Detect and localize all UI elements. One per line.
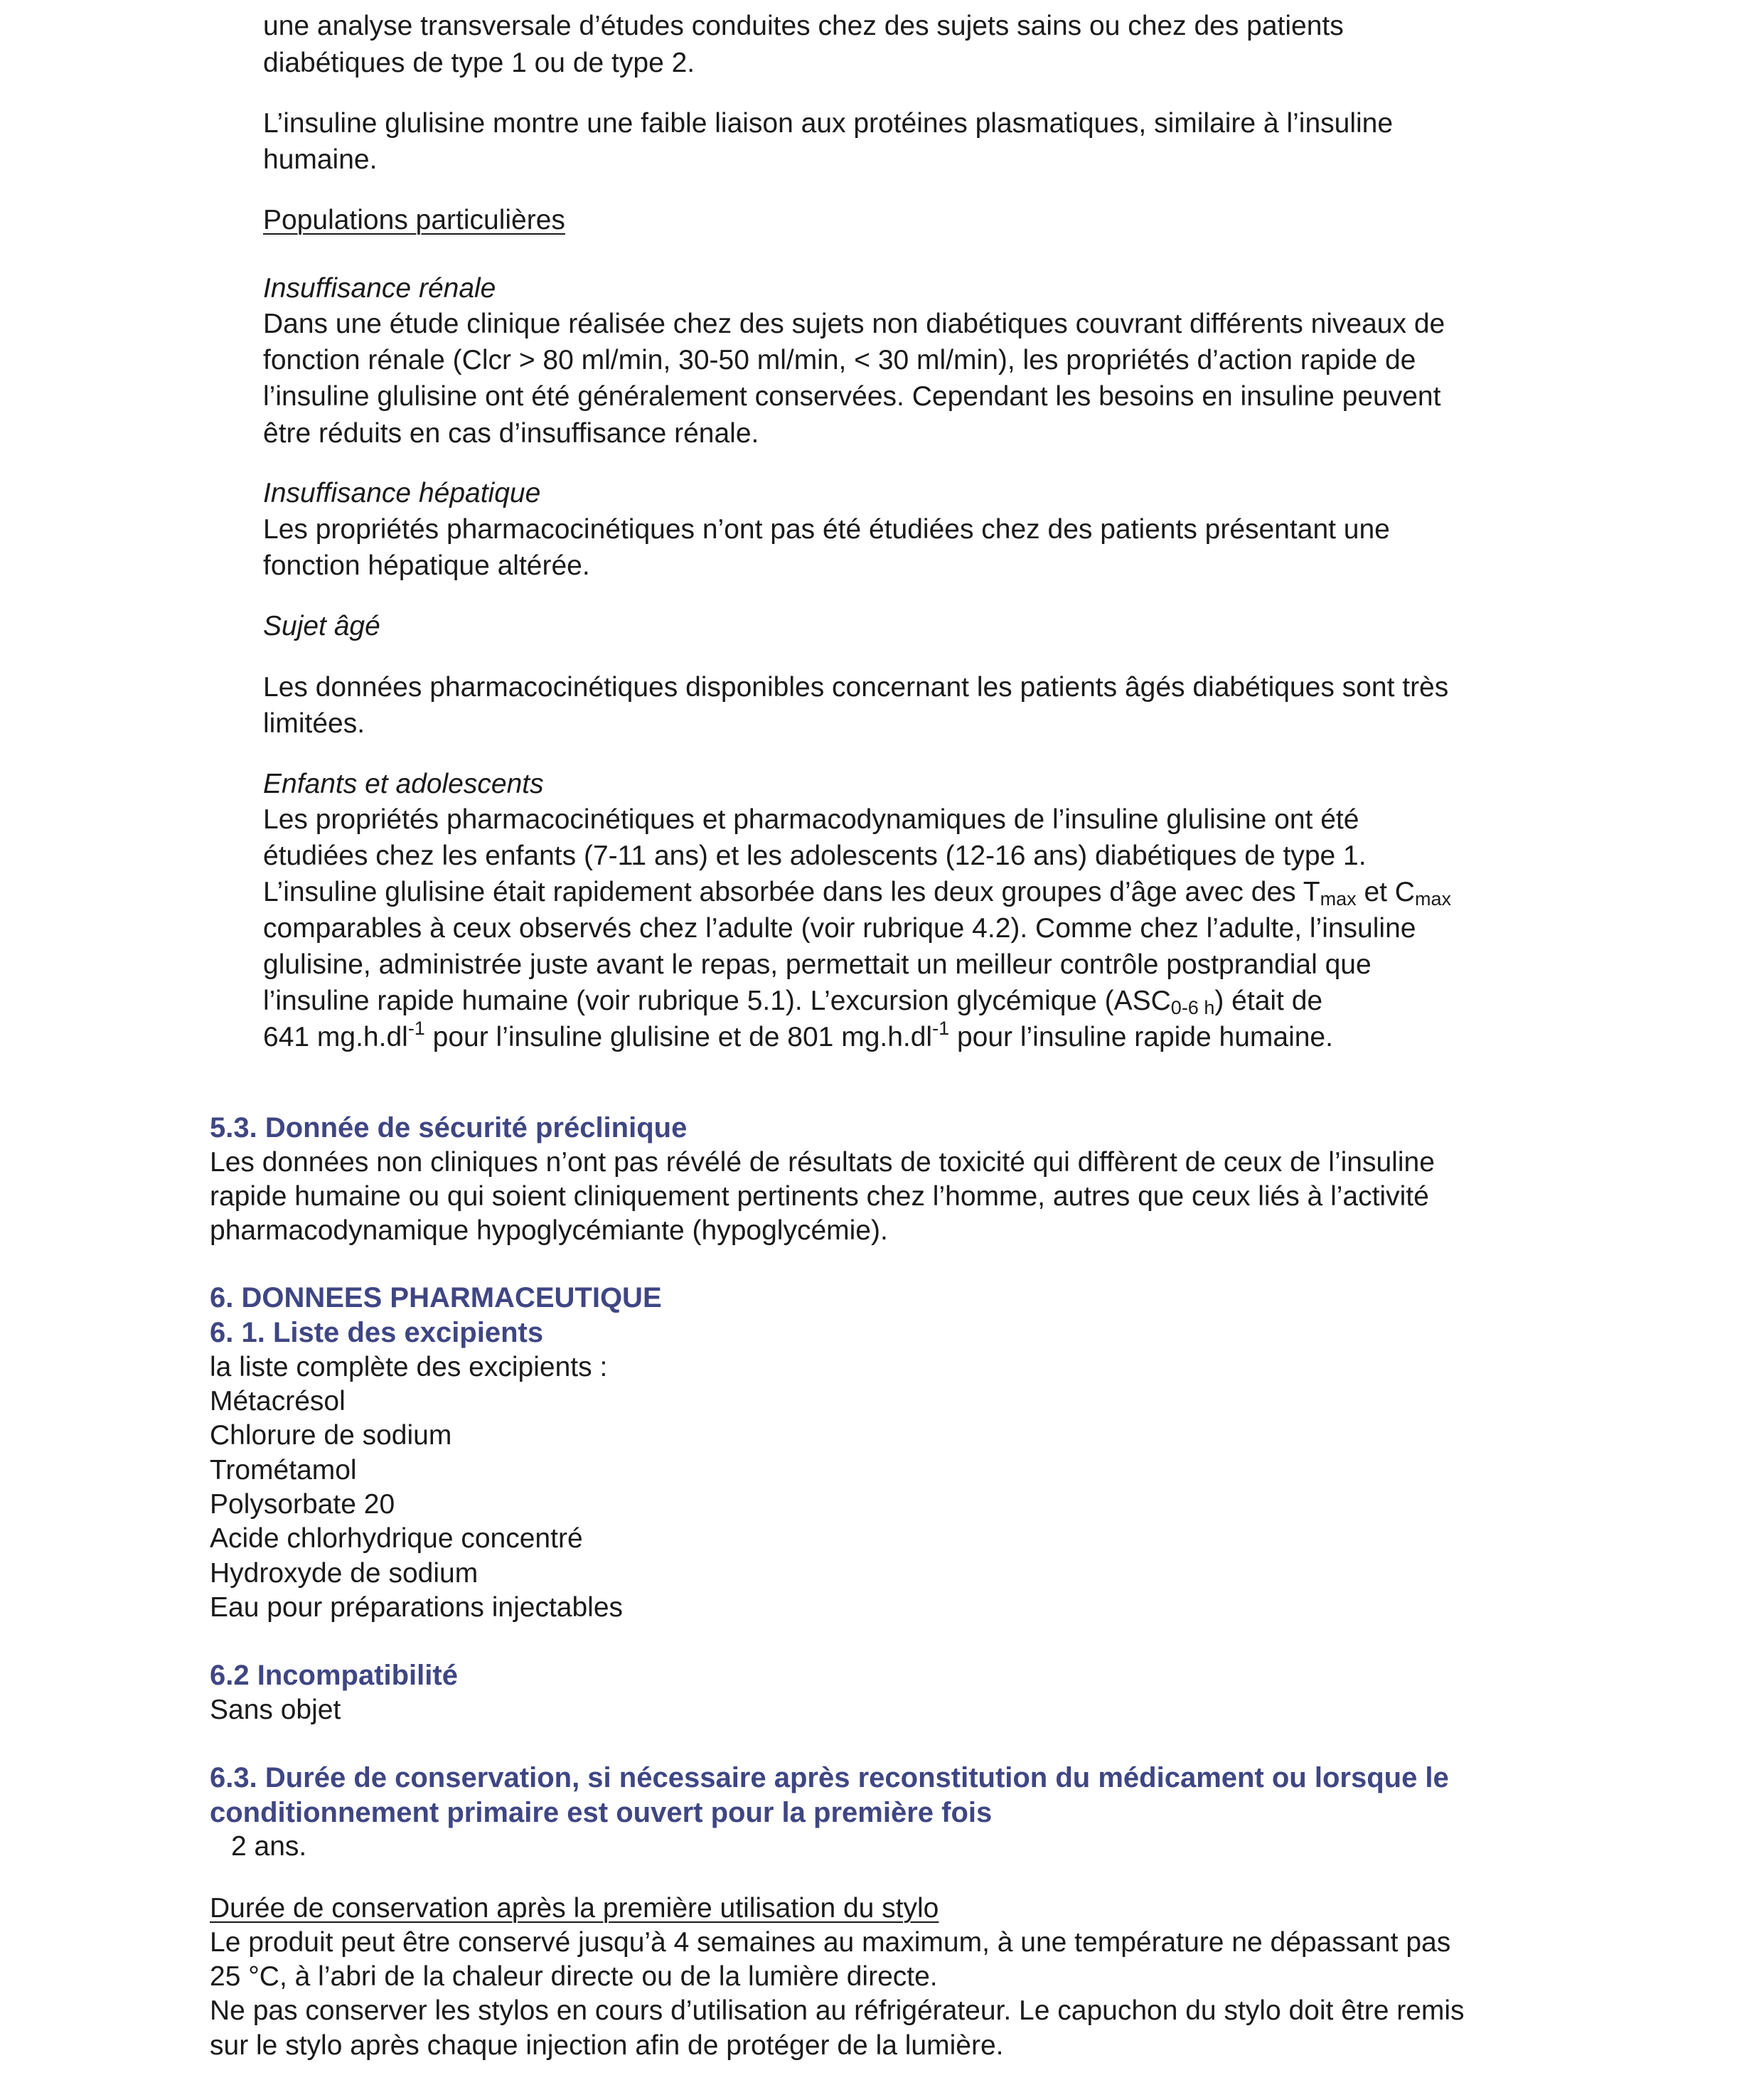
protein-binding-line-2: humaine. <box>263 144 378 175</box>
pk-intro-line-2: diabétiques de type 1 ou de type 2. <box>263 48 695 78</box>
excipient-item: Acide chlorhydrique concentré <box>210 1523 583 1554</box>
children-line: glulisine, administrée juste avant le repas, permettait un meilleur contrôle postprandial que <box>263 949 1372 980</box>
after-first-use-line: Ne pas conserver les stylos en cours d’utilisation au réfrigérateur. Le capuchon du stylo doit être remis <box>210 1995 1465 2026</box>
excipient-item: Trométamol <box>210 1455 357 1486</box>
children-line: 641 $mg.h.dl^{-1}$ pour l’insuline glulisine et de 801 $mg.h.dl^{-1}$ pour l’insuline rapide humaine. <box>263 1018 1333 1052</box>
preclinical-heading: 5.3. Donnée de sécurité préclinique <box>210 1112 688 1143</box>
children-title: Enfants et adolescents <box>263 769 544 799</box>
preclinical-line: Les données non cliniques n’ont pas révélé de résultats de toxicité qui diffèrent de ceux de l’insuline <box>210 1147 1435 1178</box>
excipient-item: Hydroxyde de sodium <box>210 1558 479 1589</box>
pharma-heading: 6. DONNEES PHARMACEUTIQUE <box>210 1282 662 1313</box>
excipient-item: Eau pour préparations injectables <box>210 1592 624 1623</box>
elderly-line: Les données pharmacocinétiques disponibles concernant les patients âgés diabétiques sont très <box>263 672 1449 703</box>
pk-intro-line-1: une analyse transversale d’études conduites chez des sujets sains ou chez des patients <box>263 11 1344 41</box>
renal-line: fonction rénale (Clcr > 80 ml/min, 30-50 ml/min, < 30 ml/min), les propriétés d’action rapide de <box>263 345 1416 375</box>
hepatic-line: fonction hépatique altérée. <box>263 550 590 581</box>
preclinical-line: rapide humaine ou qui soient cliniquement pertinents chez l’homme, autres que ceux liés à l’activité <box>210 1181 1429 1212</box>
renal-line: être réduits en cas d’insuffisance rénale. <box>263 418 759 449</box>
shelf-life-heading: 6.3. Durée de conservation, si nécessaire après reconstitution du médicament ou lorsque le <box>210 1762 1449 1793</box>
excipients-intro: la liste complète des excipients : <box>210 1352 608 1382</box>
shelf-life-value: 2 ans. <box>231 1831 307 1862</box>
children-line: l’insuline rapide humaine (voir rubrique 5.1). L’excursion glycémique $(ASC_{0-6 h})$ était de <box>263 986 1323 1018</box>
children-line: L’insuline glulisine était rapidement absorbée dans les deux groupes d’âge avec des $T_{max}$ et $C_{max}$ <box>263 877 1451 910</box>
after-first-use-line: sur le stylo après chaque injection afin de protéger de la lumière. <box>210 2030 1004 2061</box>
children-line: comparables à ceux observés chez l’adulte (voir rubrique 4.2). Comme chez l’adulte, l’insuline <box>263 913 1416 944</box>
excipient-item: Polysorbate 20 <box>210 1489 395 1520</box>
renal-title: Insuffisance rénale <box>263 273 496 304</box>
renal-line: Dans une étude clinique réalisée chez des sujets non diabétiques couvrant différents niveaux de <box>263 309 1445 339</box>
elderly-line: limitées. <box>263 708 365 739</box>
elderly-title: Sujet âgé <box>263 611 380 641</box>
excipients-heading: 6. 1. Liste des excipients <box>210 1317 544 1348</box>
hepatic-line: Les propriétés pharmacocinétiques n’ont pas été étudiées chez des patients présentant une <box>263 514 1390 545</box>
incompatibility-text: Sans objet <box>210 1695 341 1725</box>
incompatibility-heading: 6.2 Incompatibilité <box>210 1660 458 1691</box>
after-first-use-heading: Durée de conservation après la première utilisation du stylo <box>210 1893 939 1924</box>
after-first-use-line: 25 °C, à l’abri de la chaleur directe ou de la lumière directe. <box>210 1961 938 1992</box>
excipient-item: Chlorure de sodium <box>210 1420 452 1451</box>
children-line: étudiées chez les enfants (7-11 ans) et les adolescents (12-16 ans) diabétiques de type 1. <box>263 841 1367 871</box>
after-first-use-line: Le produit peut être conservé jusqu’à 4 semaines au maximum, à une température ne dépassant pas <box>210 1927 1451 1958</box>
preclinical-line: pharmacodynamique hypoglycémiante (hypoglycémie). <box>210 1215 888 1246</box>
children-line: Les propriétés pharmacocinétiques et pharmacodynamiques de l’insuline glulisine ont été <box>263 804 1359 835</box>
protein-binding-line-1: L’insuline glulisine montre une faible liaison aux protéines plasmatiques, similaire à l’insuline <box>263 108 1394 139</box>
populations-heading: Populations particulières <box>263 205 565 235</box>
excipient-item: Métacrésol <box>210 1386 346 1417</box>
hepatic-title: Insuffisance hépatique <box>263 478 541 508</box>
renal-line: l’insuline glulisine ont été généralement conservées. Cependant les besoins en insuline peuvent <box>263 381 1441 412</box>
shelf-life-heading: conditionnement primaire est ouvert pour la première fois <box>210 1797 993 1828</box>
